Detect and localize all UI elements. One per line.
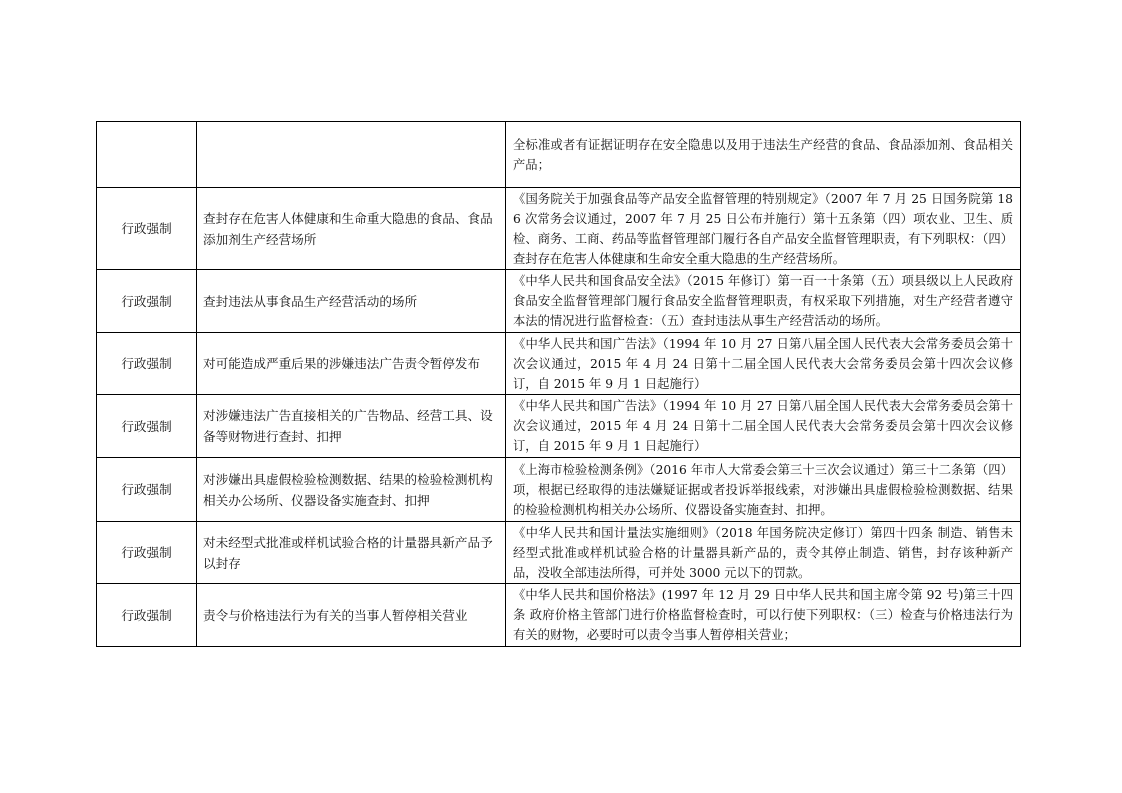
legal-basis-cell: 《中华人民共和国广告法》（1994 年 10 月 27 日第八届全国人民代表大会常务委员会第十次会议通过，2015 年 4 月 24 日第十二届全国人民代表大会常务委员会第十四次会议修订，自 2015 年 9 月 1 日起施行） [506,395,1021,458]
enforcement-item-cell: 责令与价格违法行为有关的当事人暂停相关营业 [197,584,506,647]
legal-basis-cell: 《中华人民共和国食品安全法》（2015 年修订）第一百一十条第（五）项县级以上人民政府食品安全监督管理部门履行食品安全监督管理职责，有权采取下列措施，对生产经营者遵守本法的情况进行监督检查：（五）查封违法从事生产经营活动的场所。 [506,270,1021,333]
enforcement-type-cell: 行政强制 [97,522,197,584]
enforcement-type-cell: 行政强制 [97,270,197,333]
enforcement-item-cell: 对涉嫌出具虚假检验检测数据、结果的检验检测机构相关办公场所、仪器设备实施查封、扣押 [197,458,506,522]
legal-basis-cell: 《上海市检验检测条例》（2016 年市人大常委会第三十三次会议通过）第三十二条第（四）项，根据已经取得的违法嫌疑证据或者投诉举报线索，对涉嫌出具虚假检验检测数据、结果的检验检测机构相关办公场所、仪器设备实施查封、扣押。 [506,458,1021,522]
table-row [97,522,1021,584]
enforcement-item-cell: 对可能造成严重后果的涉嫌违法广告责令暂停发布 [197,333,506,395]
enforcement-item-cell: 对涉嫌违法广告直接相关的广告物品、经营工具、设备等财物进行查封、扣押 [197,395,506,458]
legal-basis-cell: 全标准或者有证据证明存在安全隐患以及用于违法生产经营的食品、食品添加剂、食品相关产品； [506,122,1021,188]
legal-basis-cell: 《中华人民共和国计量法实施细则》（2018 年国务院决定修订）第四十四条 制造、销售未经型式批准或样机试验合格的计量器具新产品的，责令其停止制造、销售，封存该种新产品，没收全部违法所得，可并处 3000 元以下的罚款。 [506,522,1021,584]
enforcement-type-cell: 行政强制 [97,584,197,647]
regulation-table [96,121,1021,647]
table-row [97,395,1021,458]
enforcement-type-cell: 行政强制 [97,333,197,395]
enforcement-item-cell: 对未经型式批准或样机试验合格的计量器具新产品予以封存 [197,522,506,584]
legal-basis-cell: 《中华人民共和国价格法》(1997 年 12 月 29 日中华人民共和国主席令第 92 号)第三十四条 政府价格主管部门进行价格监督检查时，可以行使下列职权：（三）检查与价格违法行为有关的财物，必要时可以责令当事人暂停相关营业； [506,584,1021,647]
legal-basis-cell: 《国务院关于加强食品等产品安全监督管理的特别规定》（2007 年 7 月 25 日国务院第 186 次常务会议通过，2007 年 7 月 25 日公布并施行）第十五条第（四）项农业、卫生、质检、商务、工商、药品等监督管理部门履行各自产品安全监督管理职责，有下列职权：（四）查封存在危害人体健康和生命安全重大隐患的生产经营场所。 [506,188,1021,270]
legal-basis-cell: 《中华人民共和国广告法》（1994 年 10 月 27 日第八届全国人民代表大会常务委员会第十次会议通过，2015 年 4 月 24 日第十二届全国人民代表大会常务委员会第十四次会议修订，自 2015 年 9 月 1 日起施行） [506,333,1021,395]
enforcement-item-cell: 查封存在危害人体健康和生命重大隐患的食品、食品添加剂生产经营场所 [197,188,506,270]
table-row [97,122,1021,188]
enforcement-type-cell: 行政强制 [97,188,197,270]
enforcement-item-cell [197,122,506,188]
enforcement-item-cell: 查封违法从事食品生产经营活动的场所 [197,270,506,333]
table-row [97,333,1021,395]
table-row [97,188,1021,270]
enforcement-type-cell [97,122,197,188]
table-row [97,270,1021,333]
table-row [97,458,1021,522]
enforcement-type-cell: 行政强制 [97,458,197,522]
enforcement-type-cell: 行政强制 [97,395,197,458]
table-row [97,584,1021,647]
